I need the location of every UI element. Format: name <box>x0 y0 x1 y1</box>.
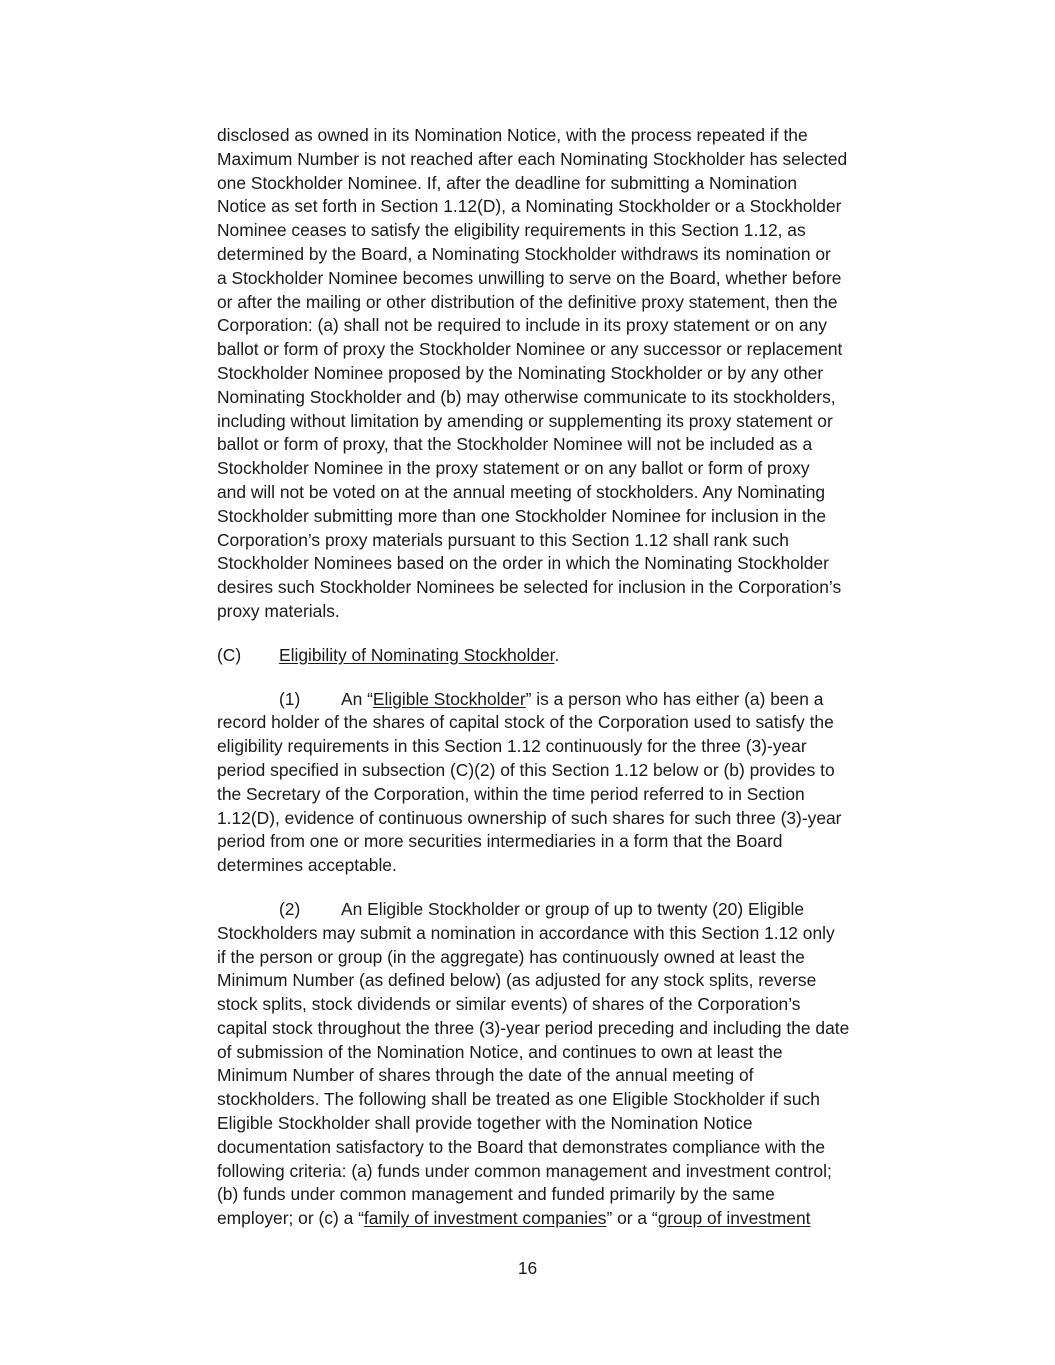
text-line: a Stockholder Nominee becomes unwilling to serve on the Board, whether before <box>217 267 842 288</box>
defined-term-eligible-stockholder: Eligible Stockholder <box>372 688 526 709</box>
text-line: determines acceptable. <box>217 855 397 876</box>
subsection-1 <box>217 688 907 878</box>
text-line: (b) funds under common management and funded primarily by the same <box>217 1184 775 1205</box>
text-line: Eligible Stockholder shall provide together with the Nomination Notice <box>217 1113 753 1134</box>
section-c-title-suffix: . <box>554 644 560 665</box>
text-line: capital stock throughout the three (3)-year period preceding and including the date <box>217 1017 850 1038</box>
paragraph-spacer <box>217 624 907 644</box>
text-line: stockholders. The following shall be treated as one Eligible Stockholder if such <box>217 1089 820 1110</box>
text-line: and will not be voted on at the annual meeting of stockholders. Any Nominating <box>217 481 826 502</box>
text-line: if the person or group (in the aggregate) has continuously owned at least the <box>217 946 805 967</box>
paragraph-spacer <box>217 668 907 688</box>
text-line: one Stockholder Nominee. If, after the deadline for submitting a Nomination <box>217 172 798 193</box>
text-line: determined by the Board, a Nominating Stockholder withdraws its nomination or <box>217 243 831 264</box>
document-body <box>217 124 907 1231</box>
text-line: period specified in subsection (C)(2) of this Section 1.12 below or (b) provides to <box>217 759 835 780</box>
text-line: or after the mailing or other distribution of the definitive proxy statement, then the <box>217 291 838 312</box>
text-line: record holder of the shares of capital stock of the Corporation used to satisfy the <box>217 712 834 733</box>
text-line: Corporation’s proxy materials pursuant to this Section 1.12 shall rank such <box>217 529 789 550</box>
text-line: Stockholder submitting more than one Stockholder Nominee for inclusion in the <box>217 505 827 526</box>
page-number: 16 <box>517 1258 538 1278</box>
text-line: stock splits, stock dividends or similar events) of shares of the Corporation’s <box>217 994 801 1015</box>
text-fragment: An “ <box>341 688 373 709</box>
text-line: Notice as set forth in Section 1.12(D), a Nominating Stockholder or a Stockholder <box>217 196 842 217</box>
section-c-title-wrap <box>279 644 559 668</box>
subsection-1-label: (1) <box>279 688 301 709</box>
text-line: Minimum Number (as defined below) (as adjusted for any stock splits, reverse <box>217 970 817 991</box>
subsection-2-last-line <box>217 1207 907 1231</box>
text-line: disclosed as owned in its Nomination Notice, with the process repeated if the <box>217 125 808 145</box>
text-line: ballot or form of proxy, that the Stockholder Nominee will not be included as a <box>217 434 813 455</box>
text-fragment: employer; or (c) a “ <box>217 1208 364 1229</box>
text-line: Stockholder Nominee proposed by the Nominating Stockholder or by any other <box>217 362 824 383</box>
defined-term-group-of-investment: group of investment <box>657 1208 811 1229</box>
text-line: the Secretary of the Corporation, within the time period referred to in Section <box>217 783 805 804</box>
text-line: Stockholder Nominee in the proxy statement or on any ballot or form of proxy <box>217 458 810 479</box>
text-line: Maximum Number is not reached after each Nominating Stockholder has selected <box>217 148 848 169</box>
text-line: Nominating Stockholder and (b) may otherwise communicate to its stockholders, <box>217 386 836 407</box>
text-line: Nominee ceases to satisfy the eligibility requirements in this Section 1.12, as <box>217 220 806 241</box>
text-line: Stockholder Nominees based on the order in which the Nominating Stockholder <box>217 553 829 574</box>
section-c-label: (C) <box>217 644 242 665</box>
defined-term-family-of-investment-companies: family of investment companies <box>363 1208 607 1229</box>
text-line: documentation satisfactory to the Board that demonstrates compliance with the <box>217 1136 826 1157</box>
subsection-2-label: (2) <box>279 898 301 919</box>
subsection-2-first-line <box>217 898 907 922</box>
paragraph-nomination-continuation <box>217 124 907 624</box>
section-c-heading <box>217 644 907 668</box>
text-line: desires such Stockholder Nominees be selected for inclusion in the Corporation’s <box>217 577 842 598</box>
text-line: Corporation: (a) shall not be required to include in its proxy statement or on any <box>217 315 827 336</box>
text-fragment: ” or a “ <box>606 1208 658 1229</box>
subsection-1-first-line <box>217 688 907 712</box>
text-line: Stockholders may submit a nomination in accordance with this Section 1.12 only <box>217 922 835 943</box>
text-line: following criteria: (a) funds under common management and investment control; <box>217 1160 832 1181</box>
text-line: proxy materials. <box>217 600 340 621</box>
text-line: Minimum Number of shares through the date of the annual meeting of <box>217 1065 754 1086</box>
text-line: including without limitation by amending or supplementing its proxy statement or <box>217 410 833 431</box>
text-fragment: ” is a person who has either (a) been a <box>525 688 824 709</box>
section-c-title: Eligibility of Nominating Stockholder <box>279 644 555 665</box>
text-line: ballot or form of proxy the Stockholder Nominee or any successor or replacement <box>217 339 843 360</box>
text-line: 1.12(D), evidence of continuous ownership of such shares for such three (3)-year <box>217 807 842 828</box>
text-line: eligibility requirements in this Section 1.12 continuously for the three (3)-year <box>217 736 807 757</box>
text-line: period from one or more securities intermediaries in a form that the Board <box>217 831 783 852</box>
paragraph-spacer <box>217 878 907 898</box>
text-line: of submission of the Nomination Notice, and continues to own at least the <box>217 1041 783 1062</box>
subsection-2 <box>217 898 907 1231</box>
text-fragment: An Eligible Stockholder or group of up to twenty (20) Eligible <box>341 898 805 919</box>
